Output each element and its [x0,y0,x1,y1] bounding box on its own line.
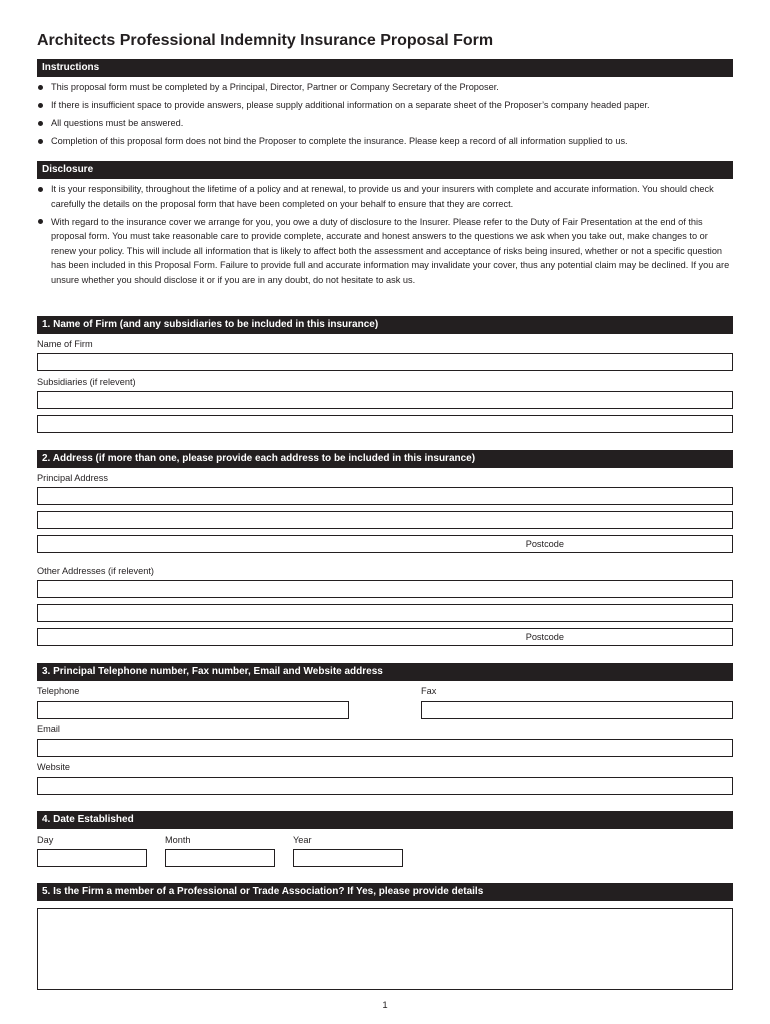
instruction-item: Completion of this proposal form does not bind the Proposer to complete the insurance. Please keep a record of all information supplied to us. [37,134,733,149]
subsidiaries-field-2[interactable] [37,415,733,433]
instruction-item: All questions must be answered. [37,116,733,131]
instruction-item: If there is insufficient space to provide answers, please supply additional information on a separate sheet of the Proposer’s company headed paper. [37,98,733,113]
fax-label: Fax [421,686,437,696]
other-address-field-3[interactable] [37,628,733,646]
day-field[interactable] [37,849,147,867]
year-label: Year [293,835,312,845]
principal-address-label: Principal Address [37,473,108,483]
month-field[interactable] [165,849,275,867]
email-label: Email [37,724,60,734]
principal-address-field-1[interactable] [37,487,733,505]
section4-heading: 4. Date Established [37,811,733,829]
postcode-label: Postcode [525,539,564,549]
postcode-label: Postcode [525,632,564,642]
telephone-label: Telephone [37,686,80,696]
principal-address-field-2[interactable] [37,511,733,529]
subsidiaries-field-1[interactable] [37,391,733,409]
section3-heading: 3. Principal Telephone number, Fax number, Email and Website address [37,663,733,681]
other-address-field-2[interactable] [37,604,733,622]
month-label: Month [165,835,191,845]
section2-heading: 2. Address (if more than one, please provide each address to be included in this insurance) [37,450,733,468]
telephone-field[interactable] [37,701,349,719]
disclosure-list [37,182,733,287]
other-addresses-label: Other Addresses (if relevent) [37,566,154,576]
website-field[interactable] [37,777,733,795]
principal-address-field-3[interactable] [37,535,733,553]
page-number: 1 [382,1000,388,1011]
name-of-firm-label: Name of Firm [37,339,93,349]
section5-heading: 5. Is the Firm a member of a Professional or Trade Association? If Yes, please provide details [37,883,733,901]
disclosure-item: With regard to the insurance cover we arrange for you, you owe a duty of disclosure to the Insurer. Please refer to the Duty of Fair Presentation at the end of this proposal form. You must take reasonable care to provide complete, accurate and honest answers to the questions we ask when you take out, make changes to or renew your policy. This will include all information that is likely to affect both the assessment and acceptance of risks being insured, whether or not a specific question has been included in this Proposal Form. Failure to provide full and accurate information may invalidate your cover, thus any potential claim may be declined. If you are unsure whether you should disclose it or if you are in any doubt, do not hesitate to ask us. [37,215,733,288]
disclosure-heading: Disclosure [37,161,733,179]
other-address-field-1[interactable] [37,580,733,598]
association-details-field[interactable] [37,908,733,990]
section1-heading: 1. Name of Firm (and any subsidiaries to be included in this insurance) [37,316,733,334]
subsidiaries-label: Subsidiaries (if relevent) [37,377,136,387]
page-title: Architects Professional Indemnity Insurance Proposal Form [37,32,494,49]
instruction-item: This proposal form must be completed by a Principal, Director, Partner or Company Secretary of the Proposer. [37,80,733,95]
disclosure-item: It is your responsibility, throughout the lifetime of a policy and at renewal, to provide us and your insurers with complete and accurate information. You should check carefully the details on the proposal form that have been completed on your behalf to ensure that they are correct. [37,182,733,211]
email-field[interactable] [37,739,733,757]
name-of-firm-field[interactable] [37,353,733,371]
day-label: Day [37,835,54,845]
fax-field[interactable] [421,701,733,719]
instructions-heading: Instructions [37,59,733,77]
year-field[interactable] [293,849,403,867]
website-label: Website [37,762,71,772]
instructions-list [37,80,733,149]
